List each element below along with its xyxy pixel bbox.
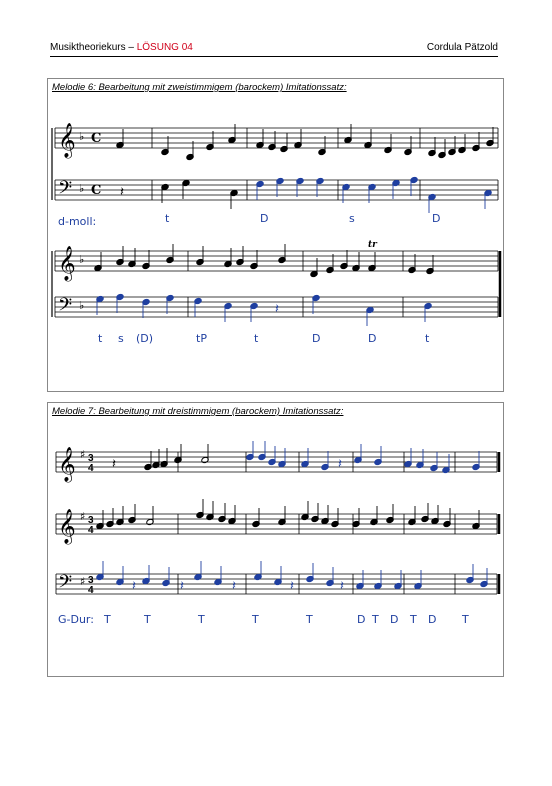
rest: 𝄽 [338,457,342,472]
flat-sign: ♭ [79,253,85,266]
sharp-sign: ♯ [80,448,86,461]
m7-function-label: T [306,613,313,626]
m6-function-label: (D) [136,332,154,345]
course-name: Musiktheoriekurs [50,42,126,53]
melodie7-title: Melodie 7: Bearbeitung mit dreistimmigem (barockem) Imitationssatz: [52,406,344,417]
function-labels [58,212,469,626]
time-signature-denominator: 4 [88,585,94,596]
m6-function-label: D [432,212,441,225]
time-signature: C [91,183,102,198]
time-signature: C [91,131,102,146]
m7-function-label: T [410,613,417,626]
time-signature-denominator: 4 [88,463,94,474]
m6-function-label: t [254,332,259,345]
sharp-sign: ♯ [80,575,86,588]
m7-function-label: D [357,613,366,626]
treble-clef: 𝄞 [58,509,76,544]
melodie6-title: Melodie 6: Bearbeitung mit zweistimmigem (barockem) Imitationssatz: [52,82,347,93]
rest: 𝄽 [340,579,344,594]
rest: 𝄽 [132,579,136,594]
rest: 𝄽 [275,302,279,317]
treble-clef: 𝄞 [58,246,76,281]
m6-key-label: d-moll: [58,215,97,228]
m6-function-label: tP [196,332,207,345]
rest: 𝄽 [112,457,116,472]
time-signature-denominator: 4 [88,525,94,536]
rest: 𝄽 [180,579,184,594]
m6-function-label: t [165,212,170,225]
m7-function-label: T [198,613,205,626]
m7-function-label: D [428,613,437,626]
solution-label: LÖSUNG 04 [136,42,193,53]
flat-sign: ♭ [79,299,85,312]
rest: 𝄽 [290,579,294,594]
treble-clef: 𝄞 [58,447,76,482]
m6-function-label: t [425,332,430,345]
sharp-sign: ♯ [80,510,86,523]
treble-clef: 𝄞 [58,123,76,158]
m6-function-label: D [312,332,321,345]
author-name: Cordula Pätzold [426,42,498,53]
time-signature-numerator: 3 [88,453,94,464]
m6-function-label: s [118,332,124,345]
m7-function-label: T [104,613,111,626]
time-signature-numerator: 3 [88,575,94,586]
rest: 𝄽 [120,185,124,200]
m7-function-label: T [144,613,151,626]
time-signature-numerator: 3 [88,515,94,526]
trill-mark: tr [368,240,377,250]
bass-clef: 𝄢 [58,295,73,320]
m6-function-label: D [368,332,377,345]
m7-function-label: T [252,613,259,626]
bass-clef: 𝄢 [58,178,73,203]
m7-key-label: G-Dur: [58,613,94,626]
notes [94,124,494,594]
rest: 𝄽 [232,579,236,594]
m6-function-label: D [260,212,269,225]
m7-function-label: D [390,613,399,626]
m7-function-label: T [372,613,379,626]
header-dash: – [128,42,134,53]
flat-sign: ♭ [79,130,85,143]
flat-sign: ♭ [79,182,85,195]
m6-function-label: t [98,332,103,345]
m6-function-label: s [349,212,355,225]
m7-function-label: T [462,613,469,626]
bass-clef: 𝄢 [58,572,73,597]
